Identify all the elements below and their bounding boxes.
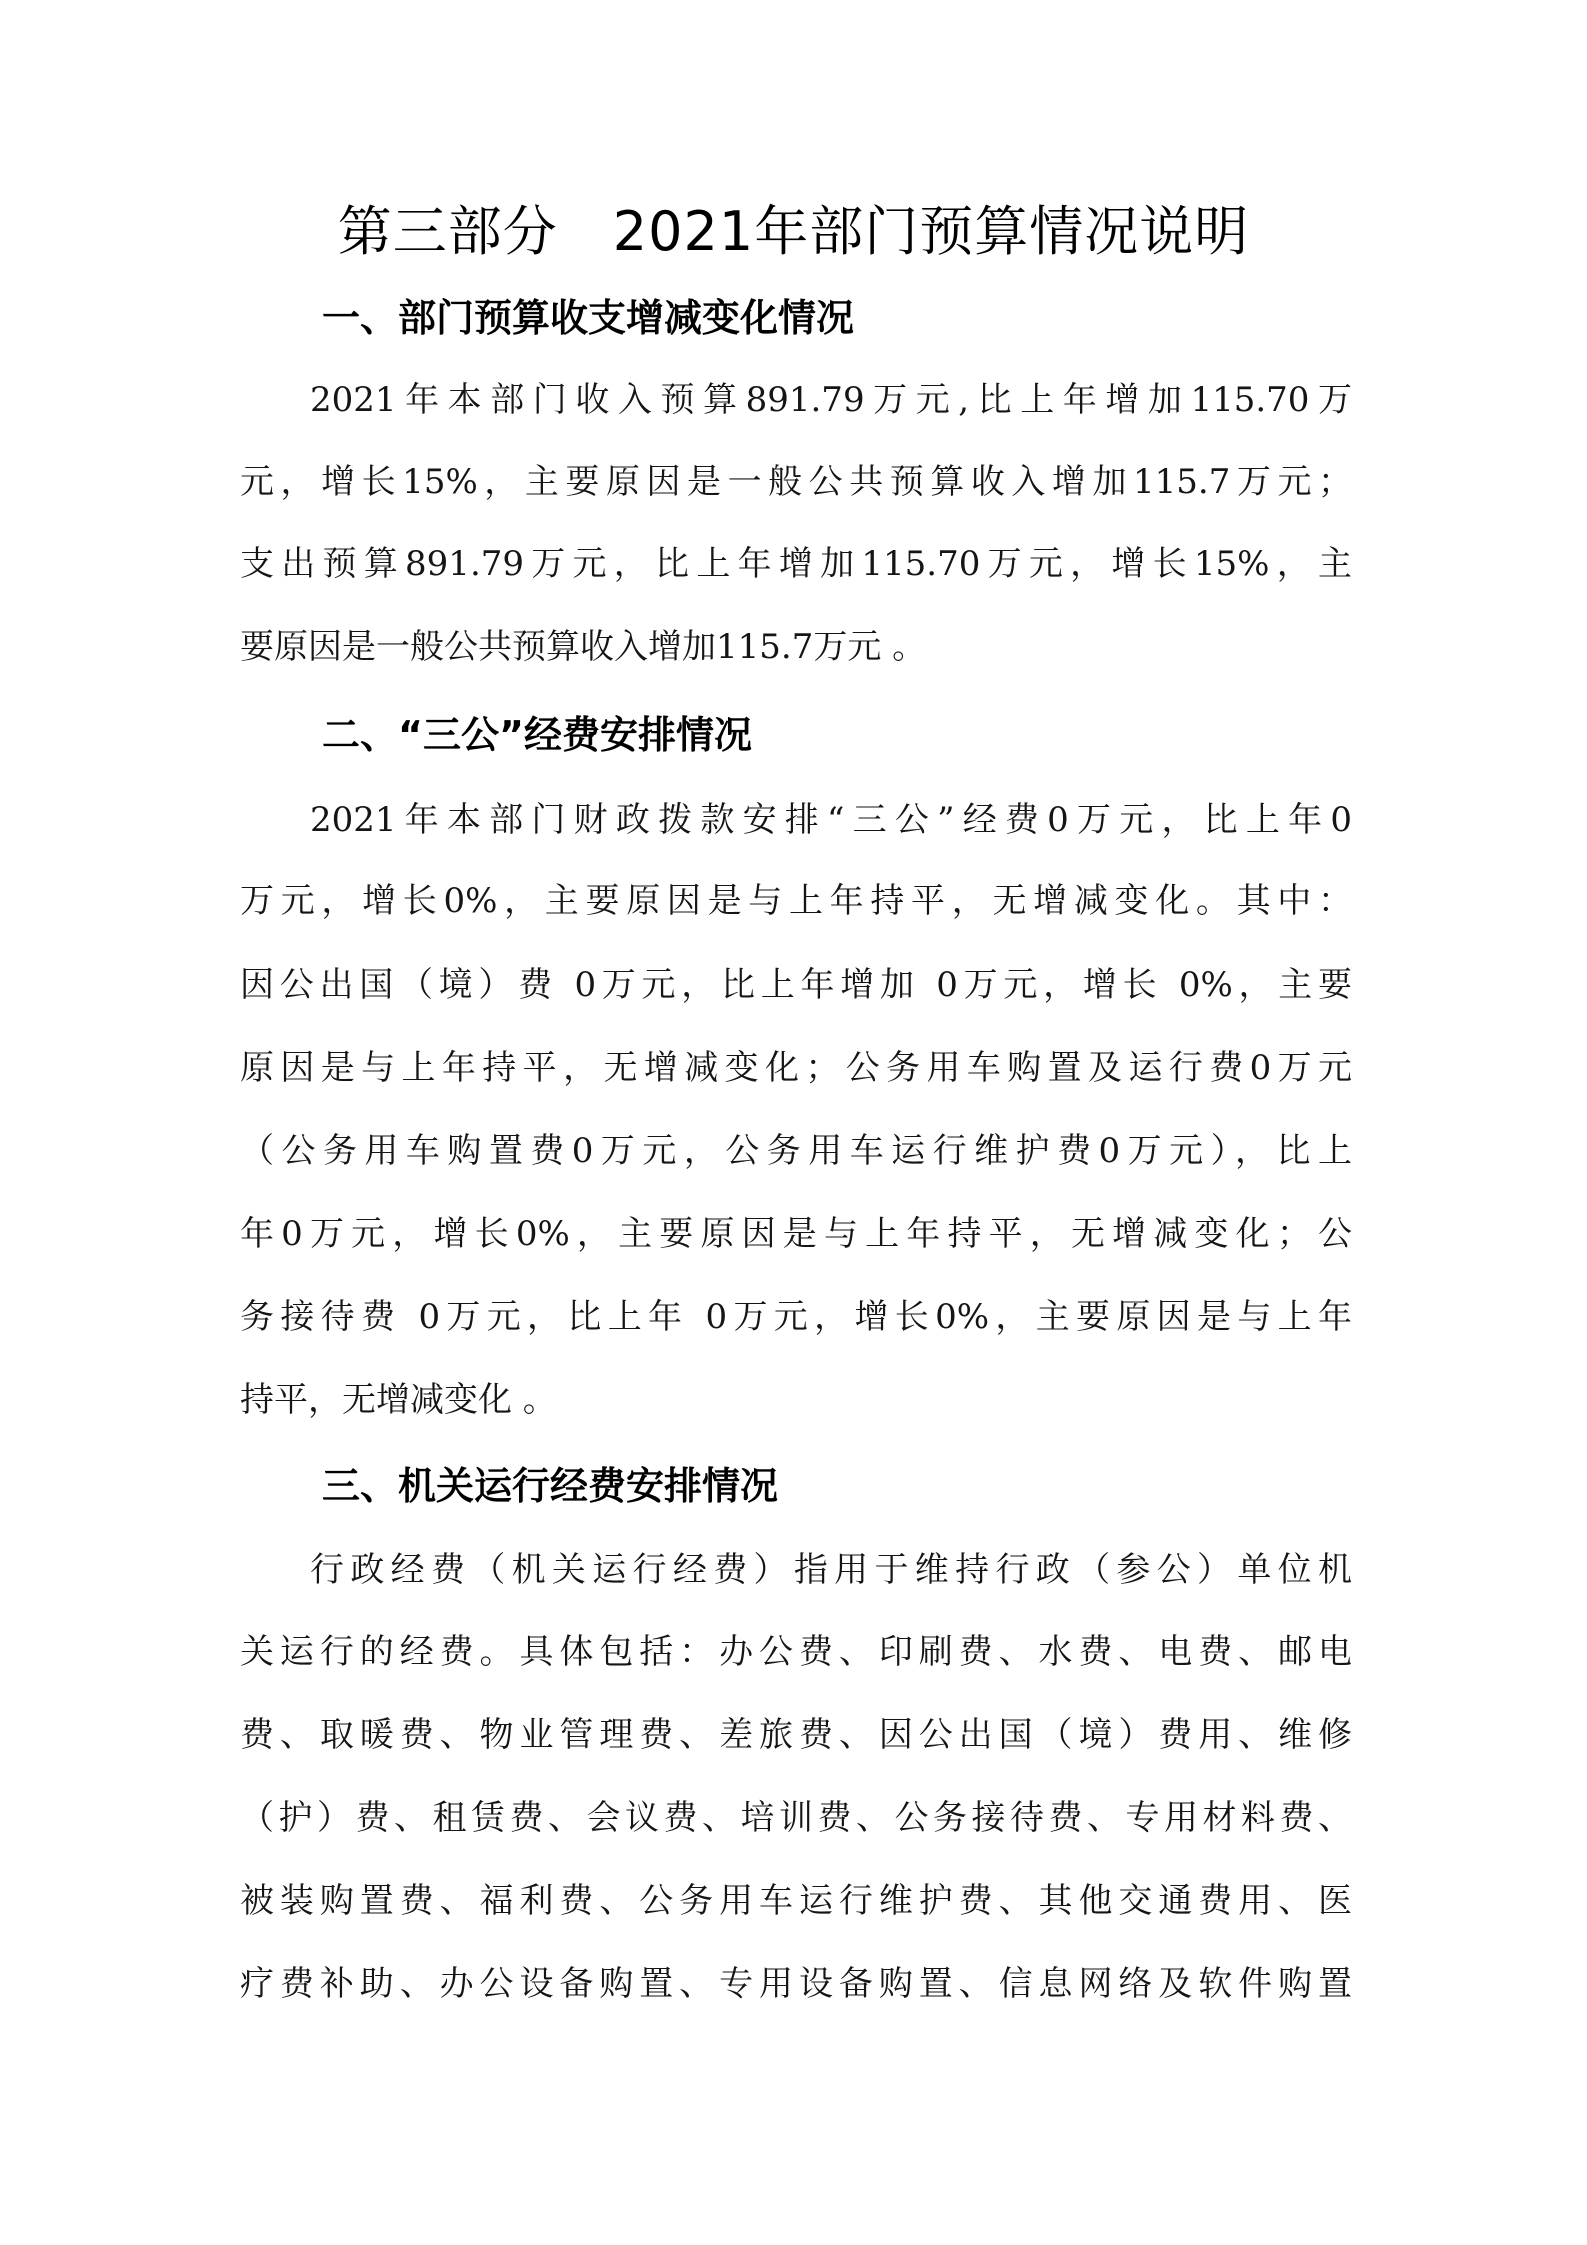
paragraph-line: 要原因是一般公共预算收入增加115.7万元 。: [240, 627, 927, 667]
paragraph-line: 务接待费 0万元，比上年 0万元，增长0%，主要原因是与上年: [240, 1297, 1352, 1337]
paragraph-line: 持平，无增减变化 。: [240, 1380, 557, 1420]
paragraph-line: 费、取暖费、物业管理费、差旅费、因公出国（境）费用、维修: [240, 1715, 1352, 1755]
paragraph-line: 行政经费（机关运行经费）指用于维持行政（参公）单位机: [310, 1550, 1352, 1590]
paragraph-line: 原因是与上年持平，无增减变化；公务用车购置及运行费0万元: [240, 1048, 1352, 1088]
paragraph-line: （护）费、租赁费、会议费、培训费、公务接待费、专用材料费、: [240, 1798, 1352, 1838]
paragraph-line: 万元，增长0%，主要原因是与上年持平，无增减变化。其中：: [240, 881, 1352, 921]
paragraph-line: （公务用车购置费0万元，公务用车运行维护费0万元），比上: [240, 1131, 1352, 1171]
section-heading-budget-changes: 一、部门预算收支增减变化情况: [322, 296, 855, 340]
paragraph-line: 年0万元，增长0%，主要原因是与上年持平，无增减变化；公: [240, 1214, 1352, 1254]
section-heading-three-public-expenses: 二、“三公”经费安排情况: [322, 713, 752, 757]
paragraph-line: 支出预算891.79万元，比上年增加115.70万元，增长15%，主: [240, 544, 1352, 584]
paragraph-line: 疗费补助、办公设备购置、专用设备购置、信息网络及软件购置: [240, 1964, 1352, 2004]
paragraph-line: 2021年本部门收入预算891.79万元,比上年增加115.70万: [310, 380, 1352, 420]
paragraph-line: 因公出国（境）费 0万元，比上年增加 0万元，增长 0%，主要: [240, 965, 1352, 1005]
paragraph-line: 被装购置费、福利费、公务用车运行维护费、其他交通费用、医: [240, 1881, 1352, 1921]
section-heading-operating-expenses: 三、机关运行经费安排情况: [322, 1464, 779, 1508]
paragraph-line: 元，增长15%，主要原因是一般公共预算收入增加115.7万元；: [240, 462, 1352, 502]
page-title: 第三部分 2021年部门预算情况说明: [337, 200, 1250, 263]
paragraph-line: 2021年本部门财政拨款安排“三公”经费0万元，比上年0: [310, 800, 1352, 840]
paragraph-line: 关运行的经费。具体包括：办公费、印刷费、水费、电费、邮电: [240, 1632, 1352, 1672]
